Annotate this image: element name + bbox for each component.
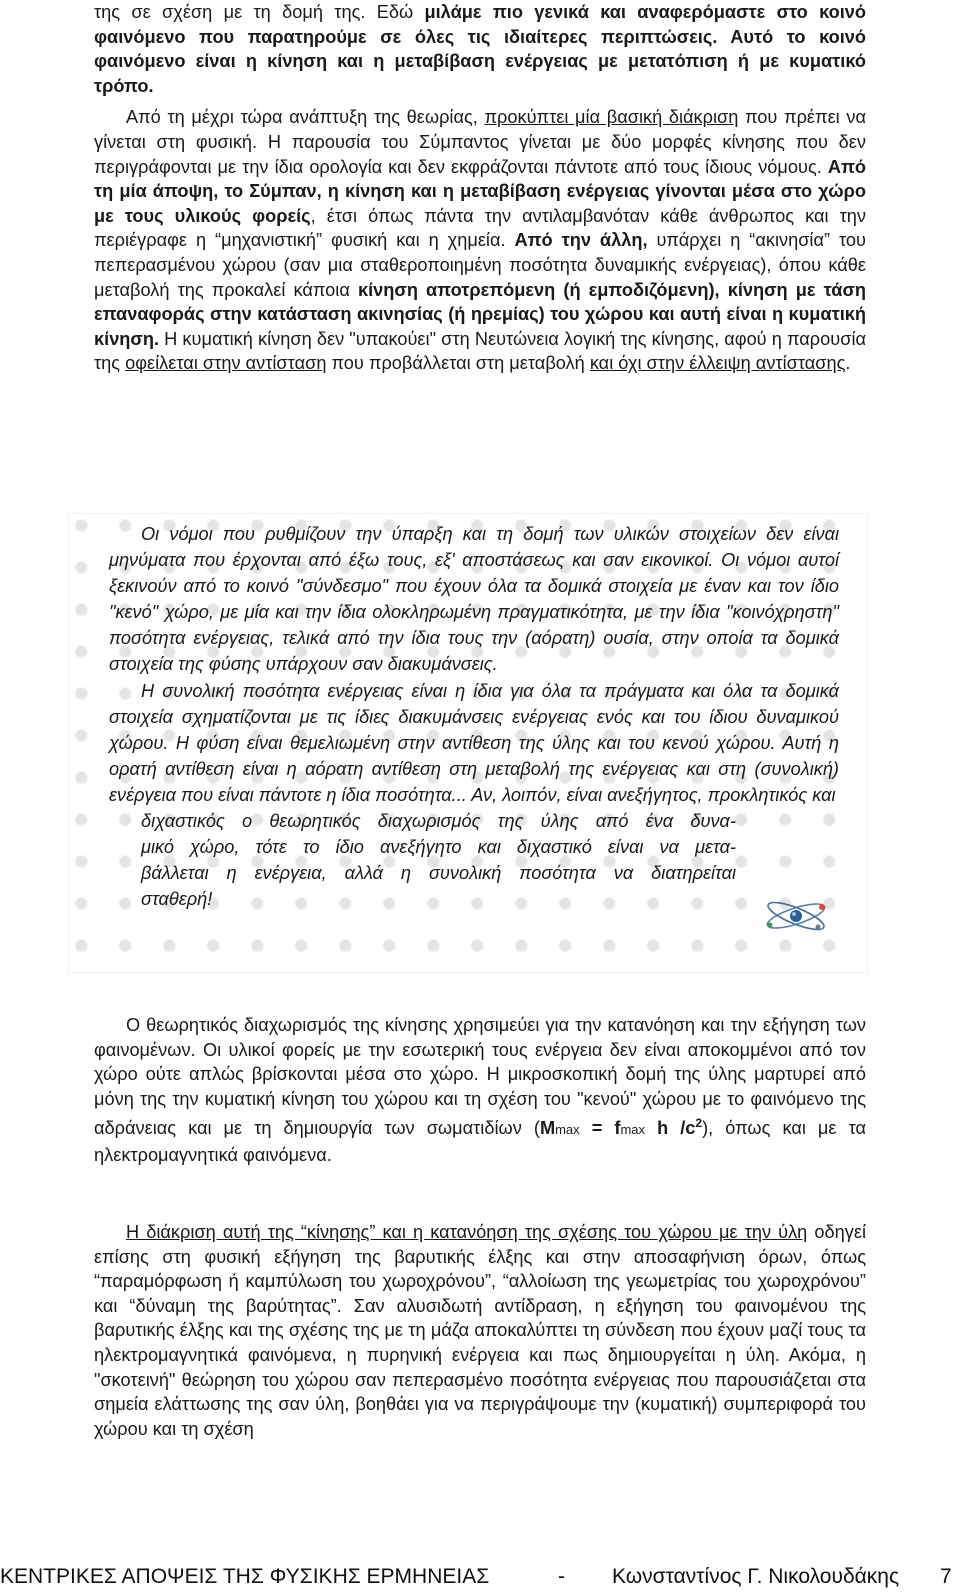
footer-author: Κωνσταντίνος Γ. Νικολουδάκης [612, 1565, 900, 1588]
quote-paragraph-1: Οι νόμοι που ρυθμίζουν την ύπαρξη και τη δομή των υλικών στοιχείων δεν είναι μηνύματα που έρχονται από έξω τους, εξ' αποστάσεως και σαν εικονικοί. Οι νόμοι αυτοί ξεκινούν από το κοινό "σύνδεσμο" που έχουν όλα τα δομικά στοιχεία με έναν και τον ίδιο "κενό" χώρο, με μία και την ίδια ολοκληρωμένη πραγματικότητα, με την ίδια "κοινόχρηστη" ποσότητα ενέργειας, τελικά από την ίδια τους την (αόρατη) ουσία, στην οποία τα δομικά στοιχεία της φύσης υπάρχουν σαν διακυμάνσεις. [109, 524, 839, 675]
footer-separator: - [558, 1565, 565, 1588]
intro-section [94, 0, 866, 376]
para-2-run: , έτσι όπως πάντα την αντιλαμβανόταν κάθε άνθρωπος και την περιέγραφε η “μηχανιστική” φυσική και η χημεία. [94, 205, 866, 251]
paragraph-2 [94, 105, 866, 376]
para-2-run: υπάρχει η “ακινησία” του πεπερασμένου χώρου (σαν μια σταθεροποιημένη ποσότητα δυναμικής ενέργειας), όπου κάθε μεταβολή της προκαλεί κάποια [94, 230, 866, 300]
para-2-run: που προβάλλεται στη μεταβολή [326, 353, 590, 374]
page-footer [0, 1562, 960, 1592]
para-2-run: που πρέπει να γίνεται στη φυσική. Η παρουσία του Σύμπαντος γίνεται με δύο μορφές κίνησης που δεν περιγράφονται με την ίδια ορολογία και δεν εκφράζονται πάντοτε από τους ίδιους νόμους. [94, 107, 866, 177]
para-2-run: Από τη μέχρι τώρα ανάπτυξη της θεωρίας, [126, 107, 485, 128]
quote-narrow-last: σταθερή! [141, 889, 213, 910]
atom-icon [758, 893, 834, 939]
quote-paragraph-2 [109, 678, 839, 913]
para-2-run: προκύπτει μία βασική διάκριση [484, 107, 739, 128]
paragraph-3-section [94, 1013, 866, 1168]
quote-paragraph-2-main: Η συνολική ποσότητα ενέργειας είναι η ίδια για όλα τα πράγματα και όλα τα δομικά στοιχεία σχηματίζονται με τις ίδιες διακυμάνσεις ενέργειας ενός και του ίδιου δυναμικού χώρου. Η φύση είναι θεμελιωμένη στην αντίθεση της ύλης και του κενού χώρου. Αυτή η ορατή αντίθεση είναι η αόρατη αντίθεση στη μεταβολή της ενέργειας και στη (συνολική) ενέργεια που είναι πάντοτε η ίδια ποσότητα... Αν, λοιπόν, είναι ανεξήγητος, προκλητικός και [109, 680, 839, 805]
para-2-run: . [845, 353, 851, 374]
quote-narrow-line-2: μικό χώρο, τότε το ίδιο ανεξήγητο και διχαστικό είναι να μετα- [141, 837, 736, 858]
para-2-run: και όχι στην έλλειψη αντίστασης [589, 353, 846, 374]
footer-page-number: 7 [940, 1565, 952, 1588]
paragraph-1 [94, 0, 866, 98]
quote-narrow-line-1: διχαστικός ο θεωρητικός διαχωρισμός της ύλης από ένα δυνα- [141, 811, 736, 832]
para-2-run: οφείλεται στην αντίσταση [125, 353, 327, 374]
para-2-run: Η κυματική κίνηση δεν "υπακούει" στη Νευτώνεια λογική της κίνησης, αφού η παρουσία της [94, 328, 866, 374]
formula: Mmax = fmax h $/c^2$ [539, 1116, 703, 1139]
para-1-run: μιλάμε πιο γενικά και αναφερόμαστε στο κοινό φαινόμενο που παρατηρούμε σε όλες τις ιδιαίτερες περιπτώσεις. Αυτό το κοινό φαινόμενο είναι η κίνηση και η μεταβίβαση ενέργειας με μετατόπιση ή με κυματικό τρόπο. [94, 2, 867, 96]
paragraph-4-section [94, 1220, 866, 1441]
para-1-run: της σε σχέση με τη δομή της. Εδώ [94, 2, 425, 22]
paragraph-4-text: οδηγεί επίσης στη φυσική εξήγηση της βαρυτικής έλξης και στην αποσαφήνιση όρων, όπως “παραμόρφωση ή καμπύλωση του χωροχρόνου”, “αλλοίωση της γεωμετρίας του χωροχρόνου” και “δύναμη της βαρύτητας”. Σαν αλυσιδωτή αντίδραση, η εξήγηση του φαινομένου της βαρυτικής έλξης και της σχέσης της με τη μάζα αποκαλύπτει τη σύνδεση που έχουν μαζί τους τα ηλεκτρομαγνητικά φαινόμενα, η πυρηνική ενέργεια και πως δημιουργείται η ύλη. Ακόμα, η "σκοτεινή" θεώρηση του χώρου σαν πεπερασμένο ποσότητα ενέργειας που παρουσιάζεται στα σημεία ελάττωσης της σαν ύλη, βοηθάει για να περιγράψουμε την (κυματική) συμπεριφορά του χώρου και τη σχέση [94, 1222, 866, 1439]
para-2-run: Από τη μία άποψη, το Σύμπαν, η κίνηση και η μεταβίβαση ενέργειας γίνονται μέσα στο χώρο με τους υλικούς φορείς [94, 156, 866, 226]
para-2-run: κίνηση αποτρεπόμενη (ή εμποδιζόμενη), κίνηση με τάση επαναφοράς στην κατάσταση ακινησίας (ή ηρεμίας) του χώρου και αυτή είναι η κυματική κίνηση. [94, 279, 866, 349]
paragraph-4 [94, 1220, 866, 1441]
para-2-run: Από την άλλη, [514, 230, 648, 251]
paragraph-3-text-a: Ο θεωρητικός διαχωρισμός της κίνησης χρησιμεύει για την κατανόηση και την εξήγηση των φαινομένων. Οι υλικοί φορείς με την εσωτερική τους ενέργεια δεν είναι αποκομμένοι από τον χώρο ούτε απλώς βρίσκονται μέσα στο χώρο. Η μικροσκοπική δομή της ύλης μαρτυρεί από μόνη της την κυματική κίνηση του χώρου και τη σχέση του "κενού" χώρου με το φαινόμενο της αδράνειας και με τη δημιουργία των σωματιδίων ( [94, 1015, 866, 1139]
footer-title: ΚΕΝΤΡΙΚΕΣ ΑΠΟΨΕΙΣ ΤΗΣ ΦΥΣΙΚΗΣ ΕΡΜΗΝΕΙΑΣ [0, 1565, 490, 1588]
quote-narrow-line-3: βάλλεται η ενέργεια, αλλά η συνολική ποσότητα να διατηρείται [141, 863, 736, 884]
paragraph-3 [94, 1013, 866, 1168]
quote-block [109, 521, 839, 912]
paragraph-3-text-b: ), όπως και με τα ηλεκτρομαγνητικά φαινόμενα. [94, 1118, 867, 1166]
paragraph-4-underlined: Η διάκριση αυτή της “κίνησης” και η κατανόηση της σχέσης του χώρου με την ύλη [126, 1222, 808, 1242]
